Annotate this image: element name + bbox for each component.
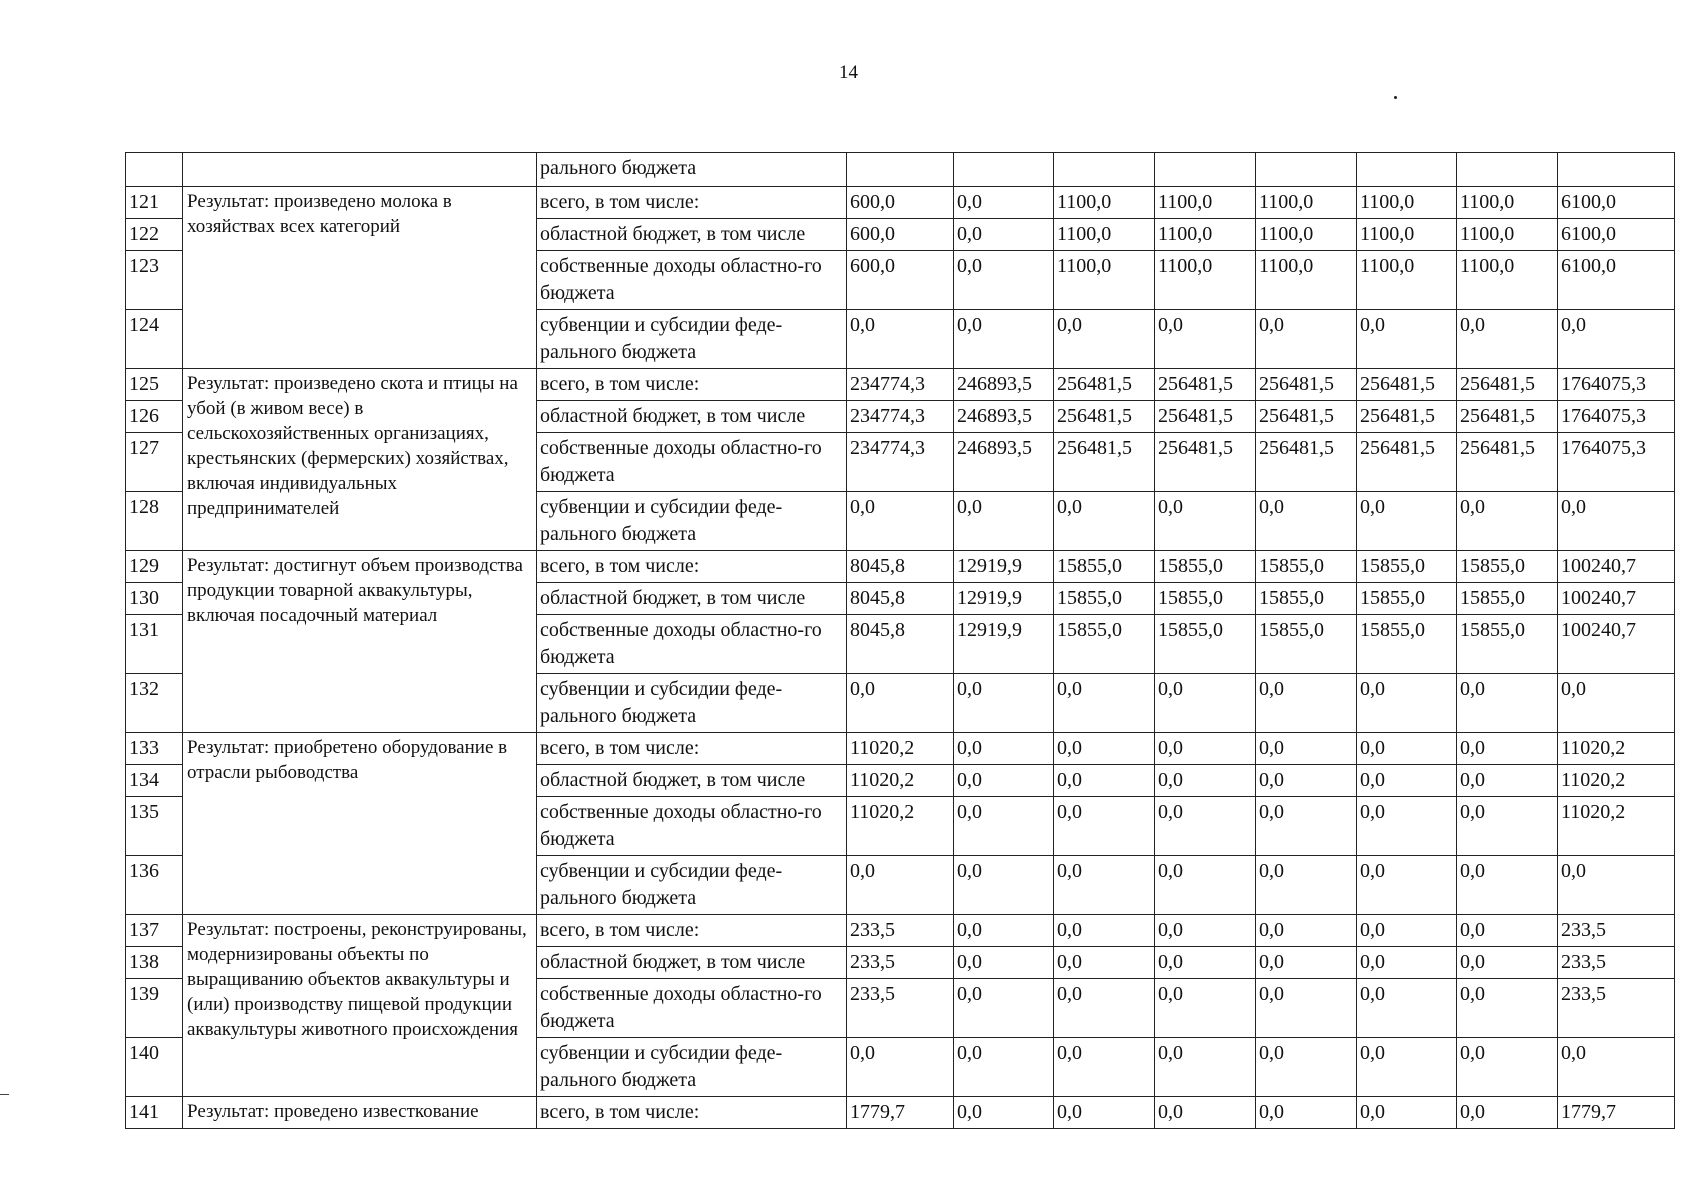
total-value-cell: 11020,2	[1558, 797, 1675, 856]
value-cell: 0,0	[1155, 1097, 1256, 1129]
value-cell: 0,0	[1054, 915, 1155, 947]
table-row	[126, 551, 1675, 583]
value-cell: 0,0	[1155, 674, 1256, 733]
total-value-cell: 1764075,3	[1558, 433, 1675, 492]
value-cell: 0,0	[1256, 310, 1357, 369]
value-cell: 0,0	[1457, 310, 1558, 369]
value-cell	[1054, 153, 1155, 187]
value-cell: 256481,5	[1357, 401, 1457, 433]
value-cell: 256481,5	[1155, 433, 1256, 492]
value-cell: 0,0	[1054, 765, 1155, 797]
value-cell: 0,0	[1256, 492, 1357, 551]
row-number-cell: 136	[126, 856, 183, 915]
row-number-cell: 140	[126, 1038, 183, 1097]
value-cell: 0,0	[1357, 856, 1457, 915]
value-cell: 0,0	[1256, 947, 1357, 979]
result-description-cell: Результат: произведено скота и птицы на убой (в живом весе) в сельскохозяйственных организациях, крестьянских (фермерских) хозяйствах, включая индивидуальных предпринимателей	[183, 369, 537, 551]
funding-source-cell: всего, в том числе:	[537, 187, 847, 219]
result-description-cell: Результат: приобретено оборудование в отрасли рыбоводства	[183, 733, 537, 915]
value-cell: 1100,0	[1457, 219, 1558, 251]
value-cell: 15855,0	[1357, 551, 1457, 583]
value-cell: 0,0	[954, 251, 1054, 310]
row-number-cell: 132	[126, 674, 183, 733]
row-number-cell: 122	[126, 219, 183, 251]
value-cell: 234774,3	[847, 369, 954, 401]
value-cell: 234774,3	[847, 433, 954, 492]
value-cell: 0,0	[954, 797, 1054, 856]
value-cell: 0,0	[1457, 674, 1558, 733]
total-value-cell: 0,0	[1558, 674, 1675, 733]
result-description-cell: Результат: построены, реконструированы, модернизированы объекты по выращиванию объектов аквакультуры и (или) производству пищевой продукции аквакультуры животного происхождения	[183, 915, 537, 1097]
value-cell: 0,0	[1054, 947, 1155, 979]
row-number-cell: 123	[126, 251, 183, 310]
funding-source-cell: всего, в том числе:	[537, 369, 847, 401]
value-cell: 0,0	[1357, 915, 1457, 947]
value-cell: 0,0	[847, 674, 954, 733]
value-cell: 0,0	[954, 1097, 1054, 1129]
value-cell: 0,0	[1256, 979, 1357, 1038]
funding-source-cell: рального бюджета	[537, 153, 847, 187]
value-cell: 1100,0	[1155, 187, 1256, 219]
funding-source-cell: всего, в том числе:	[537, 915, 847, 947]
funding-source-cell: областной бюджет, в том числе	[537, 947, 847, 979]
value-cell: 0,0	[1054, 733, 1155, 765]
value-cell: 0,0	[1155, 765, 1256, 797]
value-cell: 0,0	[1155, 1038, 1256, 1097]
funding-source-cell: всего, в том числе:	[537, 733, 847, 765]
value-cell: 0,0	[1357, 797, 1457, 856]
value-cell: 0,0	[1256, 797, 1357, 856]
result-description-cell: Результат: проведено известкование	[183, 1097, 537, 1129]
scan-dot-mark	[1394, 96, 1397, 99]
value-cell: 11020,2	[847, 765, 954, 797]
value-cell: 0,0	[1357, 947, 1457, 979]
value-cell: 15855,0	[1054, 551, 1155, 583]
row-number-cell: 129	[126, 551, 183, 583]
value-cell: 0,0	[1256, 856, 1357, 915]
row-number-cell: 138	[126, 947, 183, 979]
value-cell: 256481,5	[1256, 369, 1357, 401]
total-value-cell: 100240,7	[1558, 615, 1675, 674]
value-cell	[1357, 153, 1457, 187]
row-number-cell: 137	[126, 915, 183, 947]
value-cell: 0,0	[1457, 492, 1558, 551]
value-cell: 0,0	[1054, 1097, 1155, 1129]
value-cell: 256481,5	[1155, 369, 1256, 401]
value-cell: 0,0	[1054, 310, 1155, 369]
value-cell: 15855,0	[1256, 551, 1357, 583]
value-cell: 0,0	[954, 765, 1054, 797]
value-cell: 246893,5	[954, 433, 1054, 492]
row-number-cell: 126	[126, 401, 183, 433]
value-cell: 0,0	[1457, 1097, 1558, 1129]
value-cell: 15855,0	[1457, 615, 1558, 674]
value-cell: 12919,9	[954, 583, 1054, 615]
row-number-cell: 130	[126, 583, 183, 615]
value-cell: 0,0	[1357, 674, 1457, 733]
result-description-cell: Результат: достигнут объем производства продукции товарной аквакультуры, включая посадочный материал	[183, 551, 537, 733]
funding-source-cell: областной бюджет, в том числе	[537, 401, 847, 433]
value-cell: 1100,0	[1256, 251, 1357, 310]
result-description-cell: Результат: произведено молока в хозяйствах всех категорий	[183, 187, 537, 369]
value-cell: 0,0	[1457, 915, 1558, 947]
total-value-cell: 0,0	[1558, 1038, 1675, 1097]
row-number-cell: 139	[126, 979, 183, 1038]
value-cell: 256481,5	[1054, 433, 1155, 492]
funding-source-cell: субвенции и субсидии феде-рального бюджета	[537, 856, 847, 915]
funding-source-cell: собственные доходы областно-го бюджета	[537, 251, 847, 310]
funding-source-cell: всего, в том числе:	[537, 1097, 847, 1129]
value-cell: 0,0	[1256, 733, 1357, 765]
value-cell: 0,0	[1054, 492, 1155, 551]
value-cell: 233,5	[847, 915, 954, 947]
value-cell: 256481,5	[1054, 369, 1155, 401]
value-cell: 15855,0	[1357, 615, 1457, 674]
value-cell: 256481,5	[1357, 369, 1457, 401]
row-number-cell: 128	[126, 492, 183, 551]
table-row	[126, 733, 1675, 765]
value-cell: 15855,0	[1054, 583, 1155, 615]
page-number: 14	[839, 62, 858, 83]
value-cell: 0,0	[954, 1038, 1054, 1097]
value-cell: 0,0	[847, 492, 954, 551]
value-cell: 1100,0	[1054, 251, 1155, 310]
value-cell: 0,0	[1357, 1038, 1457, 1097]
total-value-cell: 1764075,3	[1558, 401, 1675, 433]
value-cell: 1100,0	[1256, 187, 1357, 219]
value-cell: 15855,0	[1155, 615, 1256, 674]
row-number-cell: 131	[126, 615, 183, 674]
value-cell: 15855,0	[1256, 615, 1357, 674]
value-cell: 0,0	[954, 492, 1054, 551]
value-cell: 1779,7	[847, 1097, 954, 1129]
value-cell: 0,0	[1054, 979, 1155, 1038]
value-cell: 233,5	[847, 947, 954, 979]
value-cell: 0,0	[1457, 765, 1558, 797]
total-value-cell: 6100,0	[1558, 187, 1675, 219]
value-cell: 1100,0	[1256, 219, 1357, 251]
value-cell: 0,0	[1457, 979, 1558, 1038]
value-cell: 0,0	[1457, 1038, 1558, 1097]
row-number-cell: 135	[126, 797, 183, 856]
total-value-cell: 0,0	[1558, 856, 1675, 915]
value-cell: 11020,2	[847, 797, 954, 856]
value-cell: 0,0	[847, 856, 954, 915]
value-cell: 256481,5	[1054, 401, 1155, 433]
value-cell: 0,0	[1457, 856, 1558, 915]
value-cell: 600,0	[847, 219, 954, 251]
value-cell: 0,0	[847, 1038, 954, 1097]
value-cell: 256481,5	[1256, 401, 1357, 433]
value-cell: 0,0	[1457, 733, 1558, 765]
row-number-cell: 141	[126, 1097, 183, 1129]
total-value-cell: 11020,2	[1558, 765, 1675, 797]
value-cell: 600,0	[847, 251, 954, 310]
value-cell: 256481,5	[1256, 433, 1357, 492]
value-cell: 0,0	[954, 674, 1054, 733]
value-cell	[954, 153, 1054, 187]
value-cell: 0,0	[1155, 797, 1256, 856]
table-row	[126, 369, 1675, 401]
value-cell: 0,0	[1054, 674, 1155, 733]
table-body	[126, 153, 1675, 1129]
value-cell: 0,0	[847, 310, 954, 369]
funding-source-cell: субвенции и субсидии феде-рального бюджета	[537, 674, 847, 733]
value-cell: 246893,5	[954, 369, 1054, 401]
value-cell: 256481,5	[1457, 433, 1558, 492]
total-value-cell: 233,5	[1558, 947, 1675, 979]
value-cell: 0,0	[1256, 1038, 1357, 1097]
table-row	[126, 187, 1675, 219]
funding-source-cell: субвенции и субсидии феде-рального бюджета	[537, 492, 847, 551]
value-cell: 8045,8	[847, 551, 954, 583]
value-cell: 0,0	[1357, 979, 1457, 1038]
value-cell	[847, 153, 954, 187]
value-cell: 1100,0	[1357, 251, 1457, 310]
value-cell: 15855,0	[1155, 583, 1256, 615]
total-value-cell: 11020,2	[1558, 733, 1675, 765]
funding-source-cell: субвенции и субсидии феде-рального бюджета	[537, 1038, 847, 1097]
value-cell: 1100,0	[1155, 219, 1256, 251]
value-cell: 0,0	[1155, 979, 1256, 1038]
row-number-cell: 134	[126, 765, 183, 797]
value-cell: 0,0	[1155, 856, 1256, 915]
row-number-cell	[126, 153, 183, 187]
total-value-cell: 1779,7	[1558, 1097, 1675, 1129]
value-cell: 0,0	[1054, 797, 1155, 856]
value-cell: 0,0	[954, 856, 1054, 915]
value-cell: 234774,3	[847, 401, 954, 433]
total-value-cell: 233,5	[1558, 979, 1675, 1038]
value-cell	[1558, 153, 1675, 187]
value-cell	[1457, 153, 1558, 187]
result-cell	[183, 153, 537, 187]
value-cell: 0,0	[1054, 856, 1155, 915]
row-number-cell: 124	[126, 310, 183, 369]
value-cell: 0,0	[1357, 310, 1457, 369]
value-cell: 0,0	[1357, 1097, 1457, 1129]
value-cell: 0,0	[1155, 947, 1256, 979]
row-number-cell: 133	[126, 733, 183, 765]
value-cell: 0,0	[1357, 733, 1457, 765]
funding-source-cell: областной бюджет, в том числе	[537, 583, 847, 615]
value-cell: 15855,0	[1457, 551, 1558, 583]
value-cell: 1100,0	[1054, 187, 1155, 219]
value-cell: 0,0	[1256, 765, 1357, 797]
budget-table	[125, 152, 1675, 1129]
value-cell: 8045,8	[847, 583, 954, 615]
value-cell: 15855,0	[1054, 615, 1155, 674]
value-cell: 256481,5	[1457, 401, 1558, 433]
value-cell: 0,0	[954, 915, 1054, 947]
value-cell: 15855,0	[1357, 583, 1457, 615]
value-cell: 15855,0	[1256, 583, 1357, 615]
value-cell: 0,0	[1155, 733, 1256, 765]
row-number-cell: 125	[126, 369, 183, 401]
value-cell: 12919,9	[954, 551, 1054, 583]
value-cell: 0,0	[1457, 947, 1558, 979]
total-value-cell: 0,0	[1558, 492, 1675, 551]
funding-source-cell: собственные доходы областно-го бюджета	[537, 979, 847, 1038]
value-cell: 0,0	[1357, 492, 1457, 551]
table-row-continuation	[126, 153, 1675, 187]
value-cell: 0,0	[954, 733, 1054, 765]
row-number-cell: 121	[126, 187, 183, 219]
value-cell: 0,0	[1155, 492, 1256, 551]
table-row	[126, 1097, 1675, 1129]
value-cell: 1100,0	[1357, 219, 1457, 251]
value-cell	[1155, 153, 1256, 187]
value-cell: 0,0	[1357, 765, 1457, 797]
value-cell	[1256, 153, 1357, 187]
value-cell: 0,0	[954, 979, 1054, 1038]
value-cell: 1100,0	[1054, 219, 1155, 251]
scan-edge-mark	[0, 1094, 9, 1095]
value-cell: 256481,5	[1357, 433, 1457, 492]
value-cell: 0,0	[1256, 1097, 1357, 1129]
total-value-cell: 233,5	[1558, 915, 1675, 947]
total-value-cell: 0,0	[1558, 310, 1675, 369]
funding-source-cell: всего, в том числе:	[537, 551, 847, 583]
value-cell: 8045,8	[847, 615, 954, 674]
value-cell: 0,0	[1054, 1038, 1155, 1097]
total-value-cell: 100240,7	[1558, 583, 1675, 615]
total-value-cell: 6100,0	[1558, 219, 1675, 251]
total-value-cell: 100240,7	[1558, 551, 1675, 583]
value-cell: 0,0	[1256, 674, 1357, 733]
funding-source-cell: собственные доходы областно-го бюджета	[537, 433, 847, 492]
funding-source-cell: собственные доходы областно-го бюджета	[537, 797, 847, 856]
funding-source-cell: субвенции и субсидии феде-рального бюджета	[537, 310, 847, 369]
value-cell: 0,0	[1155, 310, 1256, 369]
value-cell: 0,0	[954, 187, 1054, 219]
funding-source-cell: собственные доходы областно-го бюджета	[537, 615, 847, 674]
value-cell: 15855,0	[1457, 583, 1558, 615]
table-row	[126, 915, 1675, 947]
total-value-cell: 1764075,3	[1558, 369, 1675, 401]
value-cell: 0,0	[1155, 915, 1256, 947]
value-cell: 1100,0	[1457, 251, 1558, 310]
value-cell: 1100,0	[1457, 187, 1558, 219]
value-cell: 256481,5	[1457, 369, 1558, 401]
funding-source-cell: областной бюджет, в том числе	[537, 219, 847, 251]
value-cell: 1100,0	[1155, 251, 1256, 310]
value-cell: 0,0	[954, 310, 1054, 369]
funding-source-cell: областной бюджет, в том числе	[537, 765, 847, 797]
total-value-cell: 6100,0	[1558, 251, 1675, 310]
value-cell: 1100,0	[1357, 187, 1457, 219]
value-cell: 600,0	[847, 187, 954, 219]
value-cell: 0,0	[954, 219, 1054, 251]
value-cell: 12919,9	[954, 615, 1054, 674]
value-cell: 0,0	[1256, 915, 1357, 947]
value-cell: 0,0	[954, 947, 1054, 979]
value-cell: 0,0	[1457, 797, 1558, 856]
value-cell: 256481,5	[1155, 401, 1256, 433]
value-cell: 15855,0	[1155, 551, 1256, 583]
row-number-cell: 127	[126, 433, 183, 492]
value-cell: 11020,2	[847, 733, 954, 765]
value-cell: 233,5	[847, 979, 954, 1038]
value-cell: 246893,5	[954, 401, 1054, 433]
